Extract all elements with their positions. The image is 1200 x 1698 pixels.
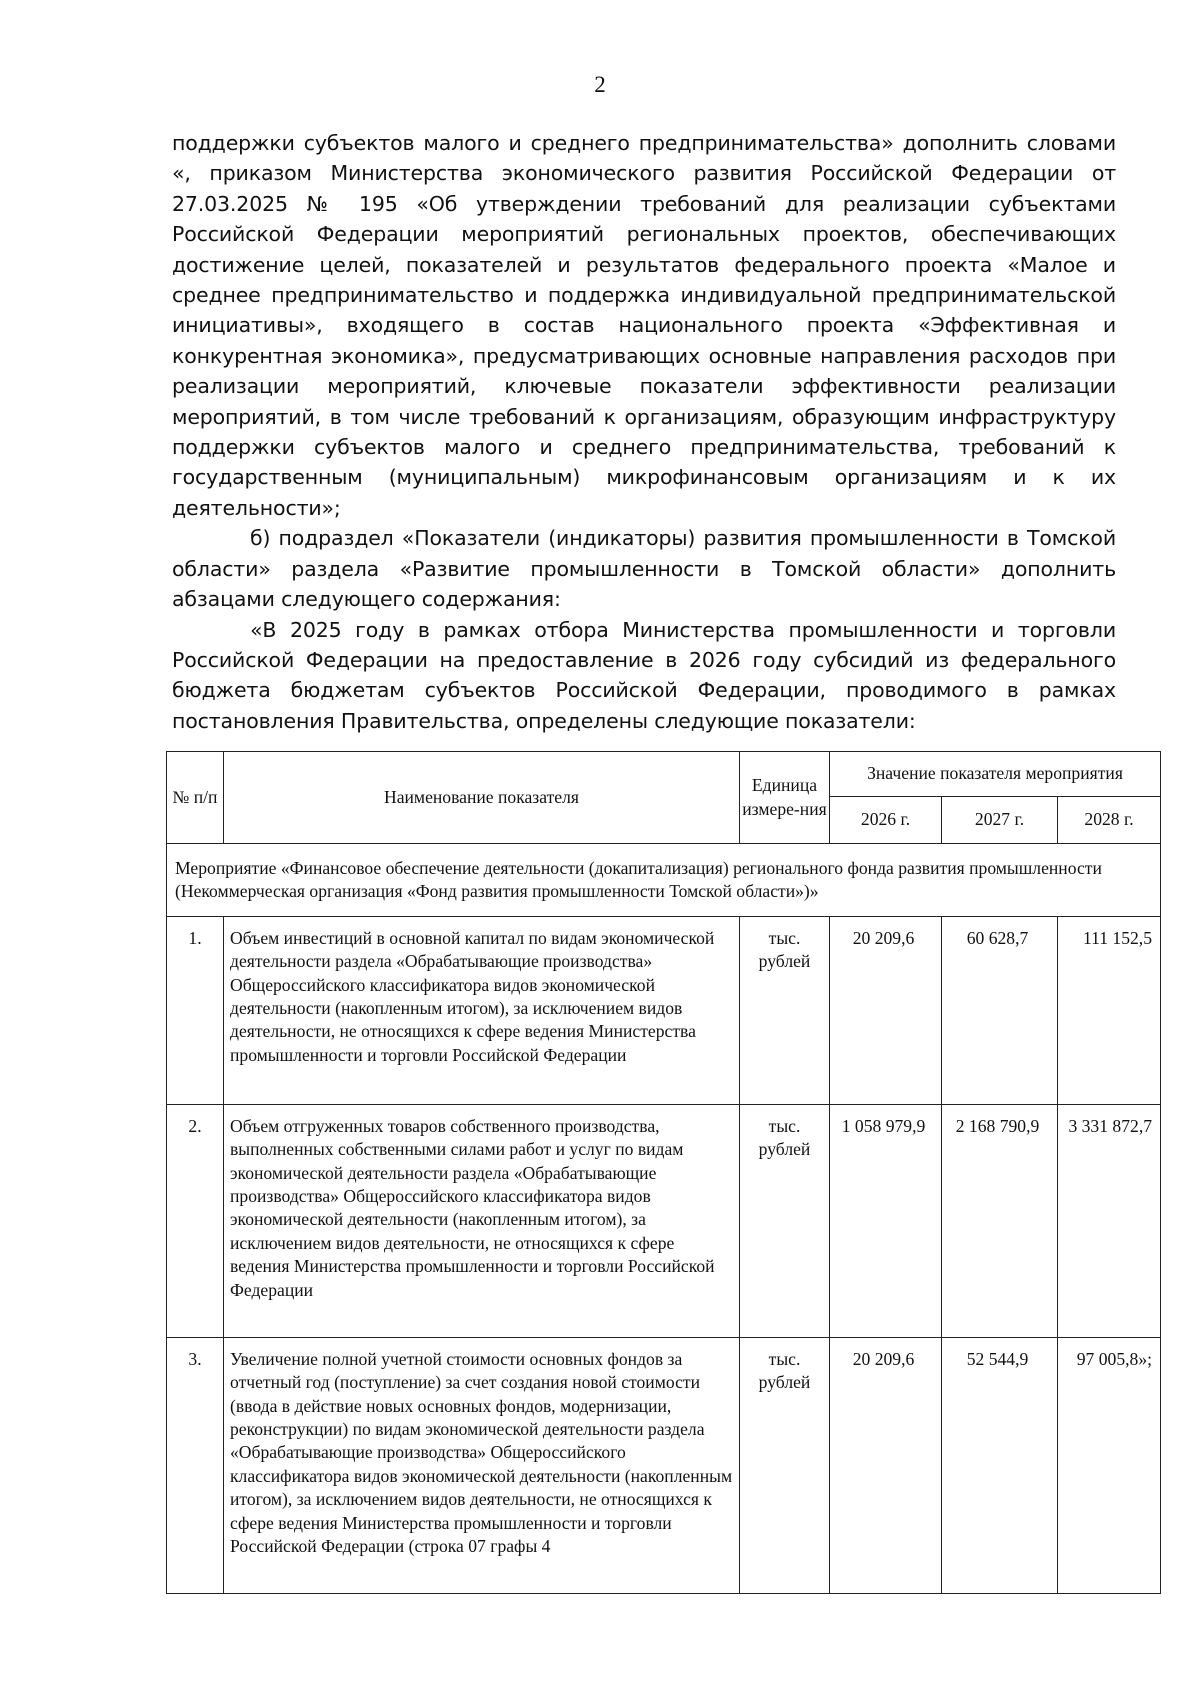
body-text [172,128,1116,736]
row-unit: тыс. рублей [740,1337,830,1593]
row-number: 3. [167,1337,224,1593]
row-indicator-name: Увеличение полной учетной стоимости основных фондов за отчетный год (поступление) за счет создания новой стоимости (ввода в действие новых основных фондов, модернизации, реконструкции) по видам экономической деятельности раздела «Обрабатывающие производства» Общероссийского классификатора видов экономической деятельности (накопленным итогом), за исключением видов деятельности, не относящихся к сфере ведения Министерства промышленности и торговли Российской Федерации (строка 07 графы 4 [224,1337,740,1593]
header-year-2026: 2026 г. [830,797,942,844]
table-row [167,1337,1161,1593]
paragraph-subsection-b: б) подраздел «Показатели (индикаторы) развития промышленности в Томской области» раздела «Развитие промышленности в Томской области» дополнить абзацами следующего содержания: [172,526,1116,612]
header-year-2028: 2028 г. [1058,797,1161,844]
row-value-2026: 20 209,6 [830,1337,942,1593]
row-value-2026: 20 209,6 [830,916,942,1104]
row-unit: тыс. рублей [740,916,830,1104]
header-indicator-name: Наименование показателя [224,752,740,844]
header-unit: Единица измере-ния [740,752,830,844]
row-unit: тыс. рублей [740,1104,830,1337]
row-number: 2. [167,1104,224,1337]
row-value-2026: 1 058 979,9 [830,1104,942,1337]
paragraph-indicators-intro: «В 2025 году в рамках отбора Министерства промышленности и торговли Российской Федерации на предоставление в 2026 году субсидий из федерального бюджета бюджетам субъектов Российской Федерации, проводимого в рамках постановления Правительства, определены следующие показатели: [172,617,1116,733]
header-year-2027: 2027 г. [942,797,1058,844]
header-number: № п/п [167,752,224,844]
page-number: 2 [594,72,606,97]
table-section-row [167,844,1161,917]
table-header-row [167,752,1161,797]
section-title: Мероприятие «Финансовое обеспечение деятельности (докапитализация) регионального фонда развития промышленности (Некоммерческая организация «Фонд развития промышленности Томской области»)» [167,844,1161,917]
row-value-2028: 3 331 872,7 [1058,1104,1161,1337]
row-number: 1. [167,916,224,1104]
row-indicator-name: Объем отгруженных товаров собственного производства, выполненных собственными силами работ и услуг по видам экономической деятельности раздела «Обрабатывающие производства» Общероссийского классификатора видов экономической деятельности (накопленным итогом), за исключением видов деятельности, не относящихся к сфере ведения Министерства промышленности и торговли Российской Федерации [224,1104,740,1337]
row-value-2028: 97 005,8»; [1058,1337,1161,1593]
table-row [167,916,1161,1104]
row-value-2027: 52 544,9 [942,1337,1058,1593]
indicators-table [166,751,1161,1594]
row-value-2028: 111 152,5 [1058,916,1161,1104]
table-row [167,1104,1161,1337]
row-indicator-name: Объем инвестиций в основной капитал по видам экономической деятельности раздела «Обрабатывающие производства» Общероссийского классификатора видов экономической деятельности (накопленным итогом), за исключением видов деятельности, не относящихся к сфере ведения Министерства промышленности и торговли Российской Федерации [224,916,740,1104]
header-indicator-value: Значение показателя мероприятия [830,752,1161,797]
paragraph-continuation: поддержки субъектов малого и среднего предпринимательства» дополнить словами «, приказом Министерства экономического развития Российской Федерации от 27.03.2025 № 195 «Об утверждении требований для реализации субъектами Российской Федерации мероприятий региональных проектов, обеспечивающих достижение целей, показателей и результатов федерального проекта «Малое и среднее предпринимательство и поддержка индивидуальной предпринимательской инициативы», входящего в состав национального проекта «Эффективная и конкурентная экономика», предусматривающих основные направления расходов при реализации мероприятий, ключевые показатели эффективности реализации мероприятий, в том числе требований к организациям, образующим инфраструктуру поддержки субъектов малого и среднего предпринимательства, требований к государственным (муниципальным) микрофинансовым организациям и к их деятельности»; [172,131,1116,520]
row-value-2027: 2 168 790,9 [942,1104,1058,1337]
row-value-2027: 60 628,7 [942,916,1058,1104]
